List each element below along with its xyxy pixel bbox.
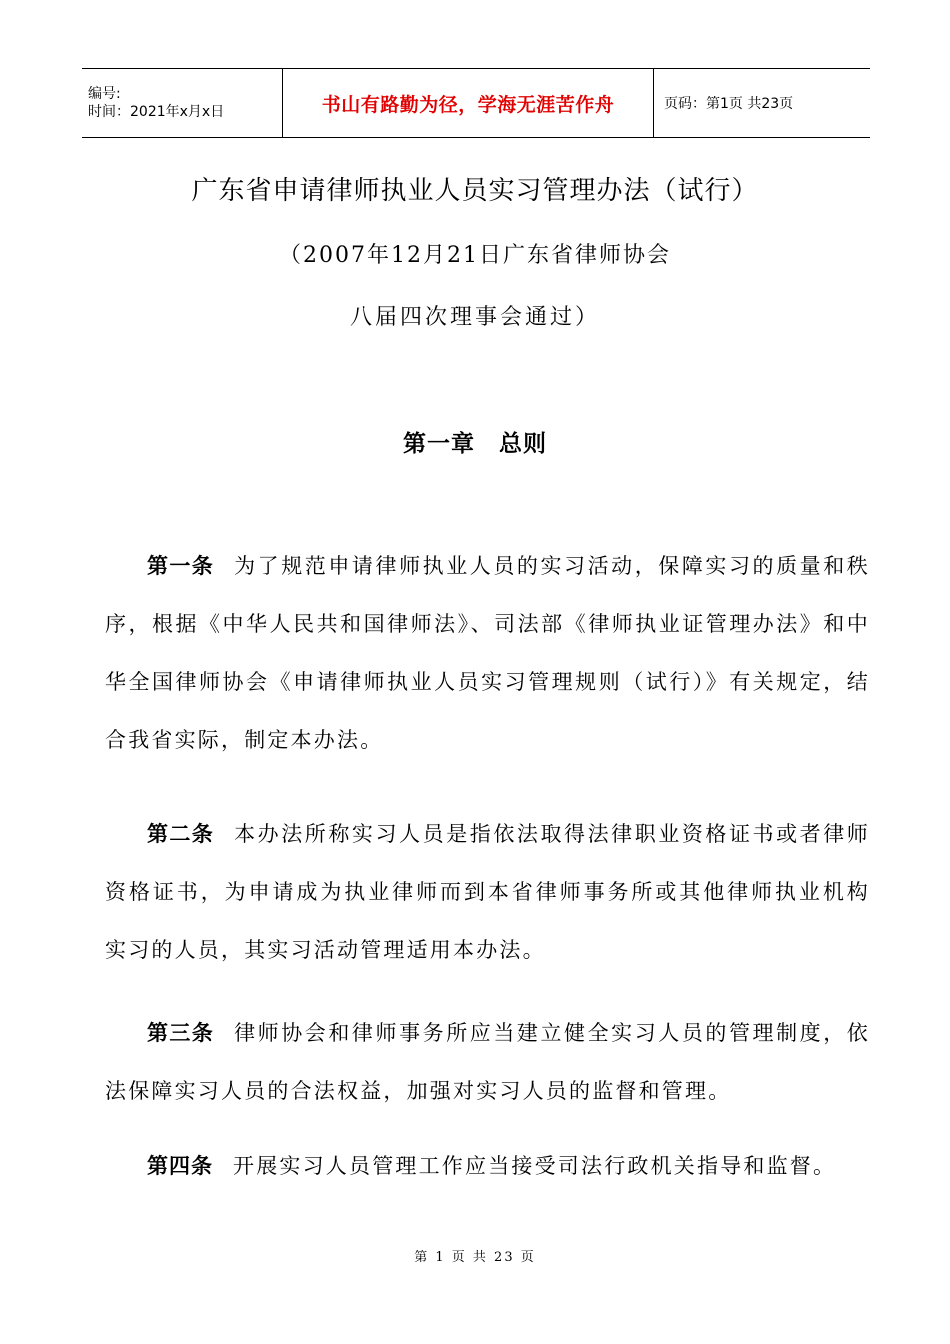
article-label: 第一条 (147, 554, 215, 578)
article-text: 为了规范申请律师执业人员的实习活动，保障实习的质量和秩序，根据《中华人民共和国律师法》、司法部《律师执业证管理办法》和中华全国律师协会《申请律师执业人员实习管理规则（试行）》有关规定，结合我省实际，制定本办法。 (105, 554, 871, 752)
document-title: 广东省申请律师执业人员实习管理办法（试行） (191, 176, 759, 206)
page-header (82, 68, 870, 138)
number-label: 编号: (88, 86, 121, 102)
article-text: 本办法所称实习人员是指依法取得法律职业资格证书或者律师资格证书，为申请成为执业律师而到本省律师事务所或其他律师执业机构实习的人员，其实习活动管理适用本办法。 (105, 822, 871, 962)
header-motto-cell (282, 69, 654, 137)
article-4 (105, 1137, 870, 1195)
header-motto: 书山有路勤为径，学海无涯苦作舟 (321, 93, 615, 116)
article-label: 第四条 (147, 1154, 213, 1178)
page-info-text: 页码：第1页 共23页 (664, 96, 794, 112)
document-subtitle-line1: （2007年12月21日广东省律师协会 (279, 243, 671, 268)
article-label: 第二条 (147, 822, 215, 846)
page-footer: 第 1 页 共 23 页 (414, 1250, 536, 1265)
article-3 (105, 1004, 870, 1120)
article-2 (105, 805, 870, 979)
article-text: 律师协会和律师事务所应当建立健全实习人员的管理制度，依法保障实习人员的合法权益，加强对实习人员的监督和管理。 (105, 1021, 871, 1103)
chapter-heading: 第一章 总则 (403, 431, 547, 457)
article-label: 第三条 (147, 1021, 215, 1045)
header-meta (82, 69, 282, 137)
article-1 (105, 537, 870, 769)
header-page-info (654, 69, 870, 137)
article-text: 开展实习人员管理工作应当接受司法行政机关指导和监督。 (233, 1154, 837, 1178)
time-label: 时间：2021年x月x日 (88, 104, 225, 120)
document-subtitle-line2: 八届四次理事会通过） (349, 305, 600, 330)
